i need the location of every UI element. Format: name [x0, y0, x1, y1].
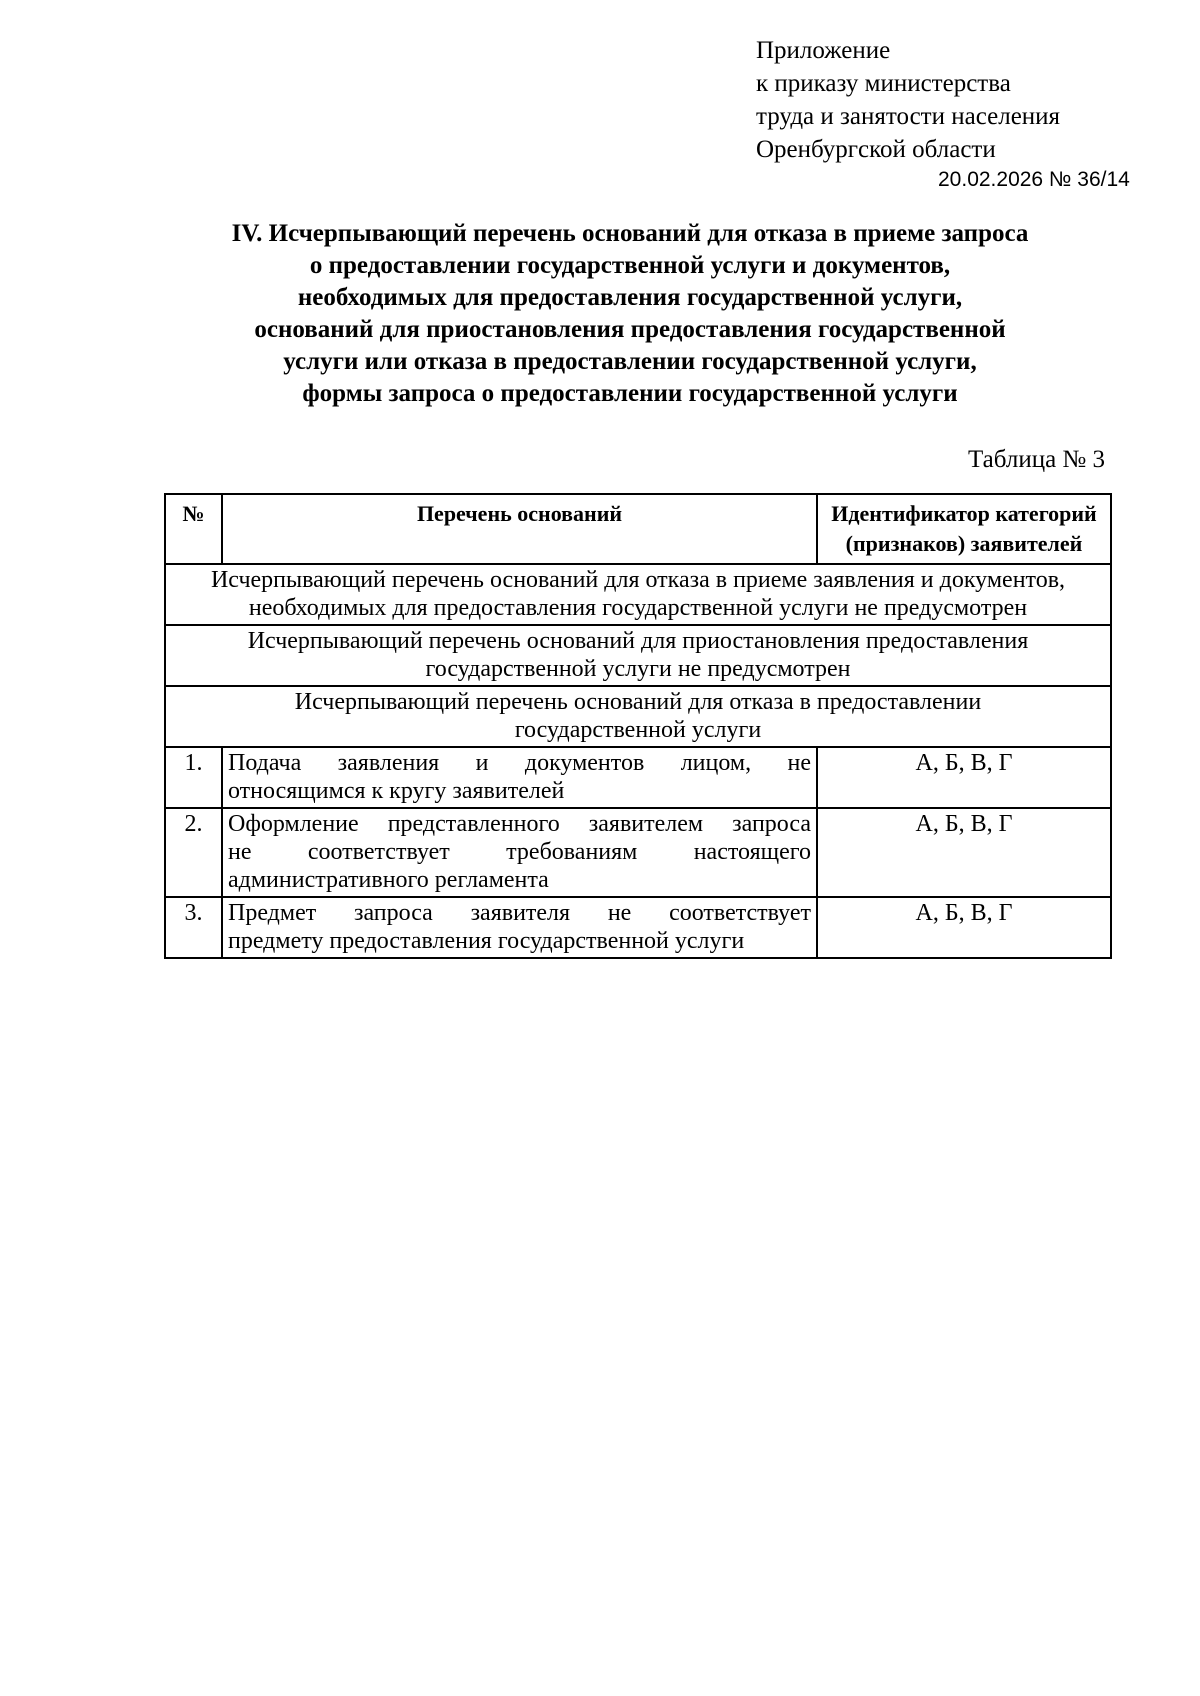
- row-grounds: [222, 747, 817, 808]
- section-title-line: формы запроса о предоставлении государственной услуги: [302, 380, 958, 407]
- span-row-cell: [165, 564, 1111, 625]
- section-title-line: услуги или отказа в предоставлении государственной услуги,: [283, 348, 977, 375]
- table-row: [165, 897, 1111, 958]
- header-num: №: [165, 494, 222, 564]
- row-category: А, Б, В, Г: [817, 808, 1111, 897]
- section-title: [150, 218, 1110, 410]
- header-line: Оренбургской области: [756, 136, 996, 163]
- row-grounds-line: Предмет запроса заявителя не соответствует: [228, 900, 811, 926]
- row-category: А, Б, В, Г: [817, 747, 1111, 808]
- span-row-cell: [165, 686, 1111, 747]
- table-header-row: [165, 494, 1111, 564]
- document-header: [756, 34, 1176, 166]
- span-row-line: Исчерпывающий перечень оснований для приостановления предоставления: [247, 628, 1029, 654]
- header-category: Идентификатор категорий (признаков) заявителей: [817, 494, 1111, 564]
- table-row: [165, 747, 1111, 808]
- header-line: Приложение: [756, 37, 891, 64]
- span-row-line: государственной услуги не предусмотрен: [425, 656, 851, 682]
- span-row: [165, 625, 1111, 686]
- section-title-line: оснований для приостановления предоставления государственной: [254, 316, 1006, 343]
- span-row-line: Исчерпывающий перечень оснований для отказа в предоставлении: [294, 689, 982, 715]
- span-row: [165, 686, 1111, 747]
- table-caption: Таблица № 3: [968, 446, 1106, 473]
- row-grounds: [222, 897, 817, 958]
- span-row-line: необходимых для предоставления государственной услуги не предусмотрен: [248, 595, 1028, 621]
- row-grounds-line: административного регламента: [228, 867, 549, 893]
- section-title-line: необходимых для предоставления государственной услуги,: [297, 284, 963, 311]
- grounds-table: [164, 493, 1112, 959]
- row-grounds-line: предмету предоставления государственной услуги: [228, 928, 745, 954]
- section-title-line: IV. Исчерпывающий перечень оснований для отказа в приеме запроса: [231, 220, 1029, 247]
- span-row-cell: [165, 625, 1111, 686]
- header-grounds: Перечень оснований: [222, 494, 817, 564]
- row-grounds-line: Подача заявления и документов лицом, не: [228, 750, 811, 776]
- span-row-line: Исчерпывающий перечень оснований для отказа в приеме заявления и документов,: [210, 567, 1066, 593]
- row-number: 1.: [165, 747, 222, 808]
- order-date-number: 20.02.2026 № 36/14: [938, 168, 1130, 191]
- row-grounds-line: Оформление представленного заявителем запроса: [228, 811, 811, 837]
- row-grounds: [222, 808, 817, 897]
- section-title-line: о предоставлении государственной услуги и документов,: [309, 252, 951, 279]
- row-grounds-line: относящимся к кругу заявителей: [228, 778, 565, 804]
- span-row: [165, 564, 1111, 625]
- table-row: [165, 808, 1111, 897]
- header-line: к приказу министерства: [756, 70, 1011, 97]
- row-category: А, Б, В, Г: [817, 897, 1111, 958]
- row-number: 2.: [165, 808, 222, 897]
- header-line: труда и занятости населения: [756, 103, 1061, 130]
- row-grounds-line: не соответствует требованиям настоящего: [228, 839, 811, 865]
- span-row-line: государственной услуги: [514, 717, 762, 743]
- row-number: 3.: [165, 897, 222, 958]
